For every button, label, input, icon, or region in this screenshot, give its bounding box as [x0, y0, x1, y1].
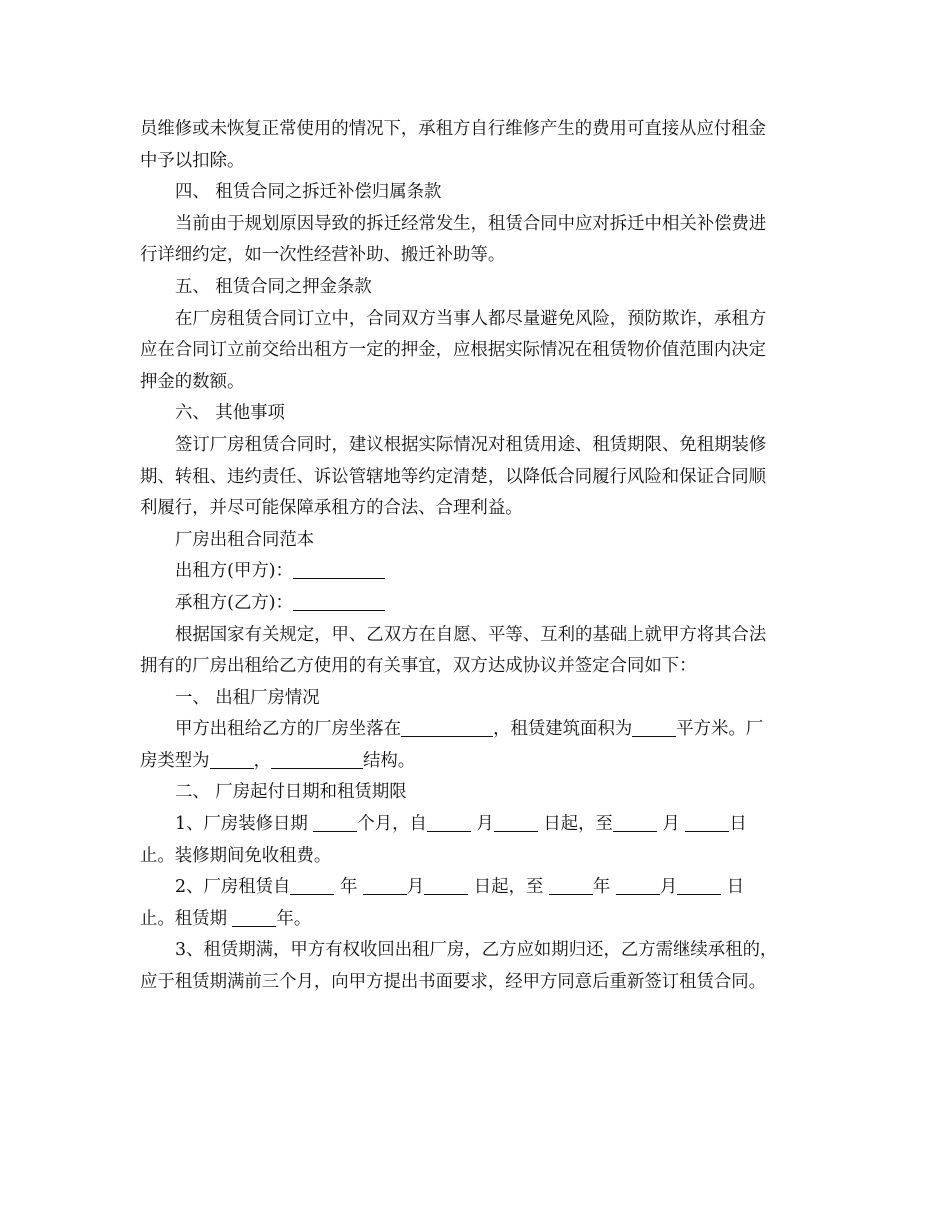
- continued-paragraph-line: 中予以扣除。: [140, 150, 245, 171]
- text-fragment: 月: [659, 877, 678, 898]
- section-4-paragraph-line: 当前由于规划原因导致的拆迁经常发生，租赁合同中应对拆迁中相关补偿费进: [175, 213, 767, 234]
- article-2-item-1-line: 止。装修期间免收租费。: [140, 845, 332, 866]
- text-fragment: 1、厂房装修日期: [175, 814, 314, 835]
- blank: [685, 811, 729, 832]
- article-2-item-3-line: 应于租赁期满前三个月，向甲方提出书面要求，经甲方同意后重新签订租赁合同。: [140, 972, 767, 993]
- structure-blank: [271, 748, 363, 769]
- text-fragment: 止。租赁期: [140, 908, 233, 929]
- section-4-paragraph-line: 行详细约定，如一次性经营补助、搬迁补助等。: [140, 245, 506, 266]
- section-6-paragraph-line: 签订厂房租赁合同时，建议根据实际情况对租赁用途、租赁期限、免租期装修: [175, 434, 767, 455]
- text-fragment: 月: [406, 877, 425, 898]
- type-blank: [210, 748, 254, 769]
- section-4-heading: 四、 租赁合同之拆迁补偿归属条款: [175, 182, 442, 203]
- contract-template-title: 厂房出租合同范本: [175, 529, 315, 550]
- text-fragment: 日: [721, 877, 745, 898]
- section-5-paragraph-line: 在厂房租赁合同订立中，合同双方当事人都尽量避免风险，预防欺诈，承租方: [175, 308, 767, 329]
- blank: [427, 811, 471, 832]
- article-2-item-2-line: [140, 904, 830, 936]
- lessee-line: [140, 588, 830, 620]
- article-1-line: [140, 746, 830, 778]
- section-6-paragraph-line: 利履行，并尽可能保障承租方的合法、合理利益。: [140, 498, 523, 519]
- text-fragment: 年: [592, 877, 616, 898]
- article-2-item-1-line: [140, 809, 830, 841]
- text-fragment: 结构。: [362, 750, 416, 771]
- lessor-line: [140, 556, 830, 588]
- blank: [290, 874, 334, 895]
- article-2-item-2-line: [140, 872, 830, 904]
- text-fragment: 房类型为: [140, 750, 210, 771]
- section-6-heading: 六、 其他事项: [175, 403, 285, 424]
- text-fragment: 2、厂房租赁自: [175, 877, 291, 898]
- text-fragment: 甲方出租给乙方的厂房坐落在: [175, 719, 402, 740]
- blank: [424, 874, 468, 895]
- text-fragment: 个月，自: [357, 814, 427, 835]
- lessee-label: 承租方(乙方)：: [175, 592, 293, 613]
- text-fragment: ，租赁建筑面积为: [493, 719, 633, 740]
- blank: [677, 874, 721, 895]
- blank: [549, 874, 593, 895]
- location-blank: [401, 716, 493, 737]
- text-fragment: 日: [729, 814, 747, 835]
- lessee-blank: [293, 590, 385, 611]
- section-5-heading: 五、 租赁合同之押金条款: [175, 276, 372, 297]
- text-fragment: 年。: [276, 908, 312, 929]
- text-fragment: 月: [470, 814, 494, 835]
- blank: [616, 874, 660, 895]
- intro-paragraph-line: 根据国家有关规定，甲、乙双方在自愿、平等、互利的基础上就甲方将其合法: [175, 624, 767, 645]
- intro-paragraph-line: 拥有的厂房出租给乙方使用的有关事宜，双方达成协议并签定合同如下：: [140, 656, 697, 677]
- area-blank: [632, 716, 676, 737]
- blank: [494, 811, 538, 832]
- section-6-paragraph-line: 期、转租、违约责任、诉讼管辖地等约定清楚，以降低合同履行风险和保证合同顺: [140, 466, 767, 487]
- text-fragment: ，: [253, 750, 271, 771]
- blank: [613, 811, 657, 832]
- lessor-blank: [293, 558, 385, 579]
- text-fragment: 日起，至: [468, 877, 549, 898]
- months-blank: [313, 811, 357, 832]
- text-fragment: 平方米。厂: [676, 719, 764, 740]
- text-fragment: 日起，至: [537, 814, 613, 835]
- article-2-heading: 二、 厂房起付日期和租赁期限: [175, 782, 407, 803]
- text-fragment: 月: [656, 814, 686, 835]
- blank: [363, 874, 407, 895]
- text-fragment: 年: [334, 877, 363, 898]
- section-5-paragraph-line: 应在合同订立前交给出租方一定的押金，应根据实际情况在租赁物价值范围内决定: [140, 340, 767, 361]
- lessor-label: 出租方(甲方)：: [175, 561, 293, 582]
- section-5-paragraph-line: 押金的数额。: [140, 371, 245, 392]
- term-years-blank: [232, 906, 276, 927]
- document-body: [140, 114, 830, 999]
- article-1-heading: 一、 出租厂房情况: [175, 687, 320, 708]
- article-2-item-3-line: 3、租赁期满，甲方有权收回出租厂房，乙方应如期归还，乙方需继续承租的，: [175, 940, 778, 961]
- continued-paragraph-line: 员维修或未恢复正常使用的情况下，承租方自行维修产生的费用可直接从应付租金: [140, 119, 767, 139]
- article-1-line: [140, 714, 830, 746]
